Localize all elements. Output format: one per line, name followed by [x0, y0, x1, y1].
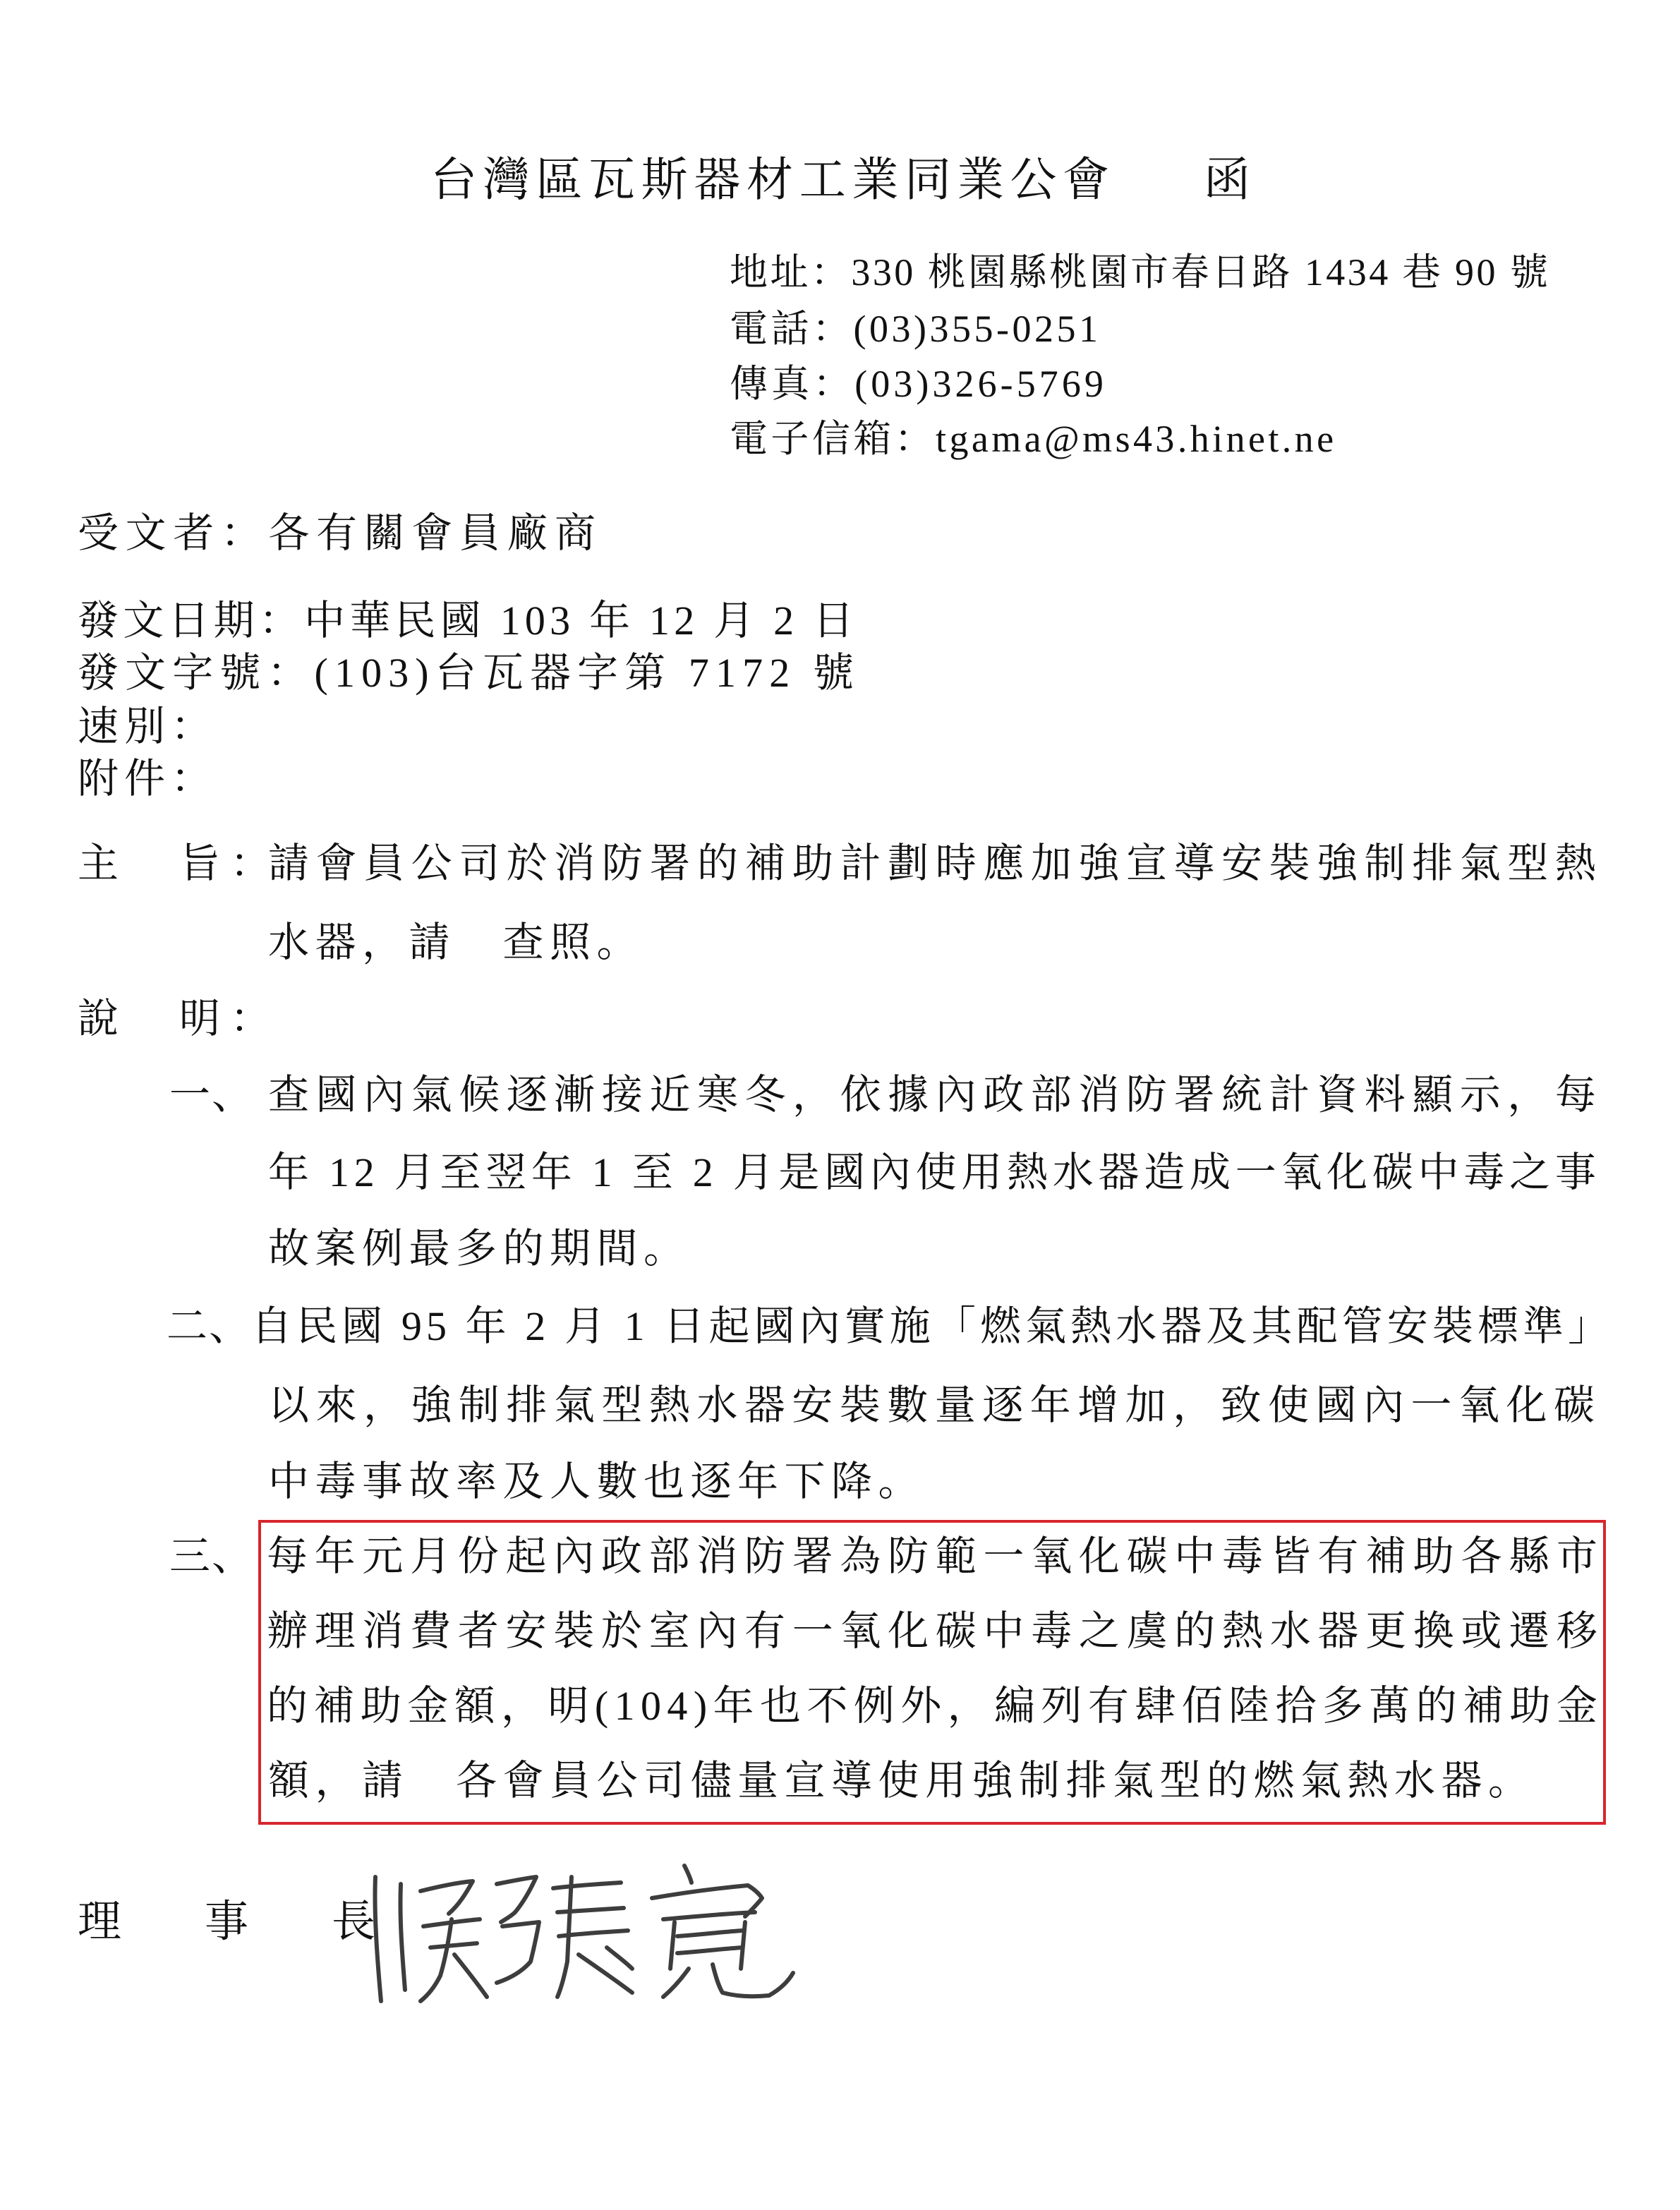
- subject-line: 水器，請 查照。: [268, 919, 644, 965]
- explanation-label: 說 明：: [78, 996, 282, 1041]
- attachment-line: 附件：: [78, 756, 217, 802]
- email-line: 電子信箱：tgama@ms43.hinet.ne: [730, 418, 1337, 460]
- item-line: 以來，強制排氣型熱水器安裝數量逐年增加，致使國內一氧化碳: [268, 1382, 1602, 1428]
- item-marker: 三、: [169, 1533, 255, 1579]
- handwritten-signature: [353, 1849, 804, 2018]
- recipient-line: 受文者：各有關會員廠商: [78, 510, 603, 556]
- item-line: 額，請 各會員公司儘量宣導使用強制排氣型的燃氣熱水器。: [268, 1758, 1535, 1804]
- item-marker: 二、: [167, 1303, 252, 1349]
- issue-number-line: 發文字號：(103)台瓦器字第 7172 號: [78, 650, 861, 696]
- address-line: 地址：330 桃園縣桃園市春日路 1434 巷 90 號: [730, 251, 1551, 294]
- item-line: 年 12 月至翌年 1 至 2 月是國內使用熱水器造成一氧化碳中毒之事: [268, 1149, 1601, 1195]
- item-line: 自民國 95 年 2 月 1 日起國內實施「燃氣熱水器及其配管安裝標準」: [251, 1303, 1614, 1349]
- speed-line: 速別：: [78, 704, 217, 749]
- item-line: 每年元月份起內政部消防署為防範一氧化碳中毒皆有補助各縣市: [267, 1533, 1605, 1579]
- item-line: 的補助金額，明(104)年也不例外，編列有肆佰陸拾多萬的補助金: [267, 1683, 1604, 1729]
- fax-line: 傳真：(03)326-5769: [730, 363, 1107, 405]
- item-line: 故案例最多的期間。: [268, 1226, 691, 1272]
- signature-strokes: [375, 1866, 793, 2001]
- subject-label: 主 旨：: [78, 840, 282, 886]
- item-line: 辦理消費者安裝於室內有一氧化碳中毒之虞的熱水器更換或遷移: [267, 1608, 1605, 1654]
- issue-date-line: 發文日期：中華民國 103 年 12 月 2 日: [78, 598, 859, 644]
- phone-line: 電話：(03)355-0251: [730, 308, 1101, 350]
- signatory-title: 理 事 長: [78, 1898, 396, 1946]
- org-name: 台灣區瓦斯器材工業同業公會: [430, 155, 1116, 206]
- doc-type: 函: [1204, 155, 1250, 206]
- item-line: 中毒事故率及人數也逐年下降。: [268, 1459, 926, 1504]
- item-line: 查國內氣候逐漸接近寒冬，依據內政部消防署統計資料顯示，每: [268, 1072, 1603, 1118]
- subject-line: 請會員公司於消防署的補助計劃時應加強宣導安裝強制排氣型熱: [268, 840, 1603, 886]
- item-marker: 一、: [169, 1072, 255, 1118]
